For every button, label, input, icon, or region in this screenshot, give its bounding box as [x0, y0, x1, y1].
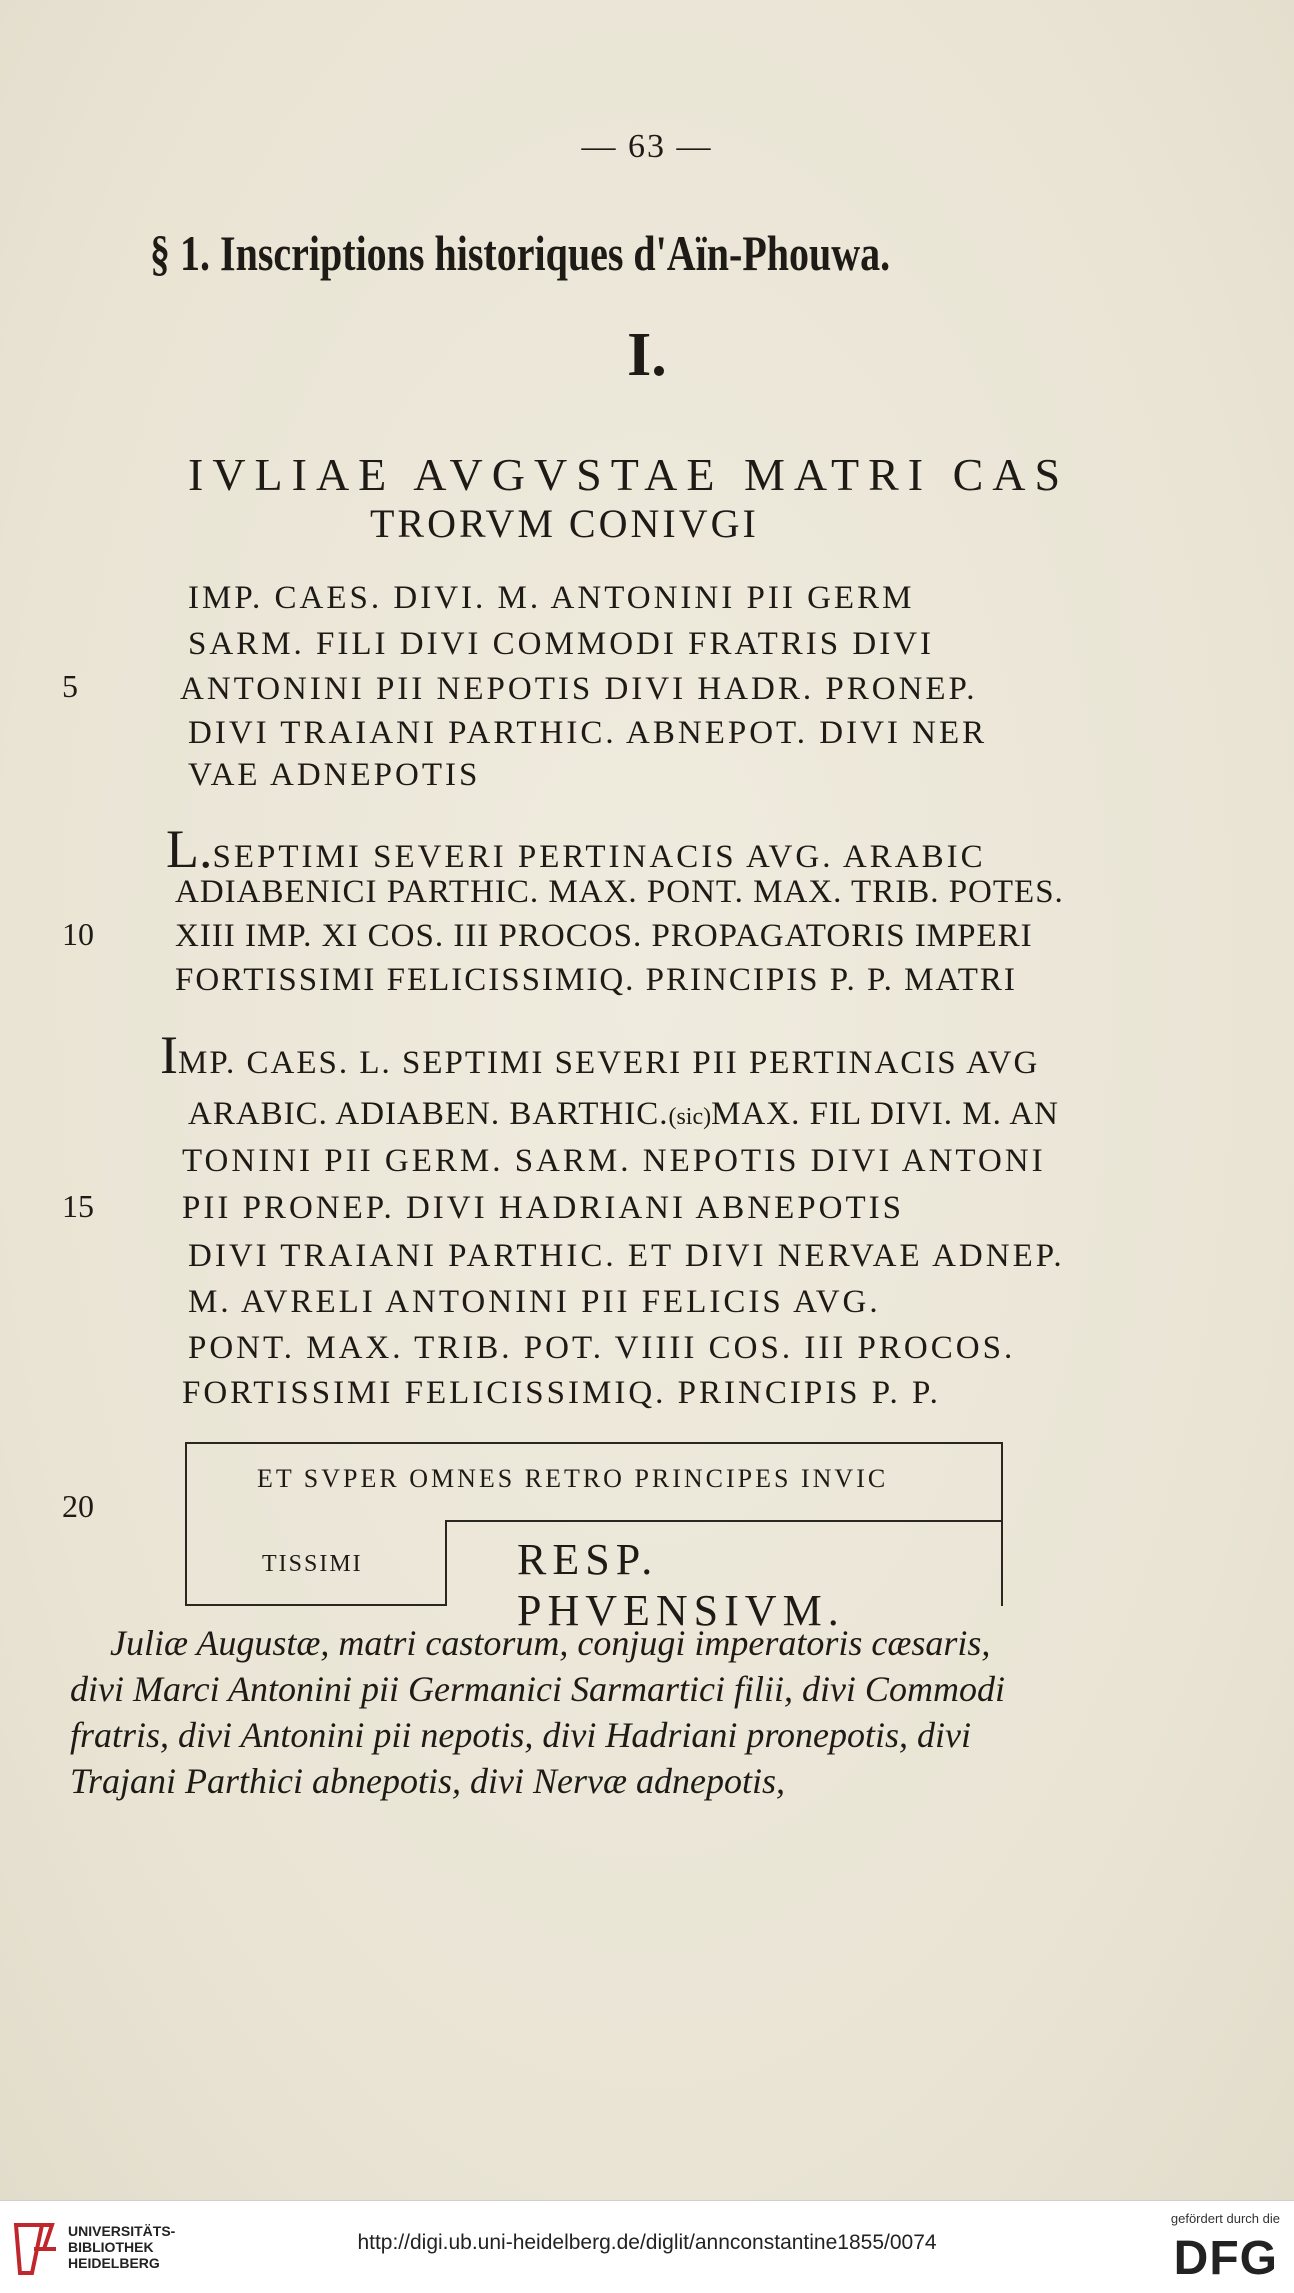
frame-line-2-left: TISSIMI — [262, 1551, 363, 1577]
inscription-line — [166, 818, 986, 880]
translation-line: Juliæ Augustæ, matri castorum, conjugi imperatoris cæsaris, — [110, 1623, 991, 1663]
inscription-line: IMP. CAES. DIVI. M. ANTONINI PII GERM — [188, 580, 915, 616]
inscription-line: SARM. FILI DIVI COMMODI FRATRIS DIVI — [188, 626, 935, 662]
drop-initial: I — [160, 1025, 178, 1085]
translation-line: fratris, divi Antonini pii nepotis, divi Hadriani pronepotis, divi — [70, 1715, 972, 1755]
institution-line: HEIDELBERG — [68, 2255, 160, 2271]
frame-line-2-right: RESP. PHVENSIVM. — [517, 1535, 845, 1635]
translation-line: divi Marci Antonini pii Germanici Sarmartici filii, divi Commodi — [70, 1669, 1005, 1709]
institution-line: BIBLIOTHEK — [68, 2239, 154, 2255]
inscription-line — [188, 1096, 1059, 1133]
inscription-line: ADIABENICI PARTHIC. MAX. PONT. MAX. TRIB. POTES. — [175, 874, 1064, 910]
inscription-line: TONINI PII GERM. SARM. NEPOTIS DIVI ANTONI — [182, 1143, 1046, 1179]
dfg-logo: DFG — [1173, 2232, 1278, 2285]
inscription-line — [160, 1024, 1039, 1086]
inscription-line: ANTONINI PII NEPOTIS DIVI HADR. PRONEP. — [180, 671, 978, 707]
inscription-text: SEPTIMI SEVERI PERTINACIS AVG. ARABIC — [212, 839, 986, 875]
translation — [70, 1620, 1070, 1804]
funding-note: gefördert durch die — [1170, 2211, 1280, 2226]
source-url-link[interactable]: http://digi.ub.uni-heidelberg.de/diglit/annconstantine1855/0074 — [357, 2231, 937, 2254]
sic-note: (sic) — [668, 1104, 712, 1130]
section-heading: § 1. Inscriptions historiques d'Aïn-Phouwa. — [150, 225, 891, 281]
inscription-frame — [185, 1442, 1003, 1635]
inscription-line: PONT. MAX. TRIB. POT. VIIII COS. III PROCOS. — [188, 1330, 1016, 1366]
line-number: 20 — [62, 1488, 94, 1524]
footer-bar — [0, 2200, 1294, 2293]
frame-divider — [445, 1520, 1001, 1522]
inscription-line: FORTISSIMI FELICISSIMIQ. PRINCIPIS P. P. MATRI — [175, 962, 1017, 998]
line-number: 15 — [62, 1188, 94, 1224]
frame-line-1: ET SVPER OMNES RETRO PRINCIPES INVIC — [257, 1464, 889, 1493]
inscription-line: PII PRONEP. DIVI HADRIANI ABNEPOTIS — [182, 1190, 904, 1226]
inscription-line: DIVI TRAIANI PARTHIC. ABNEPOT. DIVI NER — [188, 715, 988, 751]
inscription-line: VAE ADNEPOTIS — [188, 757, 481, 793]
inscription-text: ARABIC. ADIABEN. BARTHIC. — [188, 1096, 669, 1132]
drop-initial: L. — [166, 819, 213, 879]
inscription-text: MP. CAES. L. SEPTIMI SEVERI PII PERTINACIS AVG — [177, 1045, 1040, 1081]
frame-divider — [445, 1520, 447, 1606]
inscription-line: DIVI TRAIANI PARTHIC. ET DIVI NERVAE ADNEP. — [188, 1238, 1065, 1274]
inscription-line: FORTISSIMI FELICISSIMIQ. PRINCIPIS P. P. — [182, 1375, 941, 1411]
institution-line: UNIVERSITÄTS- — [68, 2223, 176, 2239]
inscription-line: M. AVRELI ANTONINI PII FELICIS AVG. — [188, 1284, 881, 1320]
page-number: — 63 — — [581, 128, 713, 165]
inscription-text: MAX. FIL DIVI. M. AN — [711, 1096, 1059, 1132]
inscription-number: I. — [627, 321, 667, 389]
translation-line: Trajani Parthici abnepotis, divi Nervæ adnepotis, — [70, 1761, 785, 1801]
frame-divider — [187, 1604, 445, 1606]
line-number: 5 — [62, 668, 78, 704]
line-number: 10 — [62, 916, 94, 952]
dedication-line-2: TRORVM CONIVGI — [370, 501, 759, 546]
inscription-line: XIII IMP. XI COS. III PROCOS. PROPAGATORIS IMPERI — [175, 918, 1033, 954]
dedication-line-1: IVLIAE AVGVSTAE MATRI CAS — [188, 449, 1070, 500]
